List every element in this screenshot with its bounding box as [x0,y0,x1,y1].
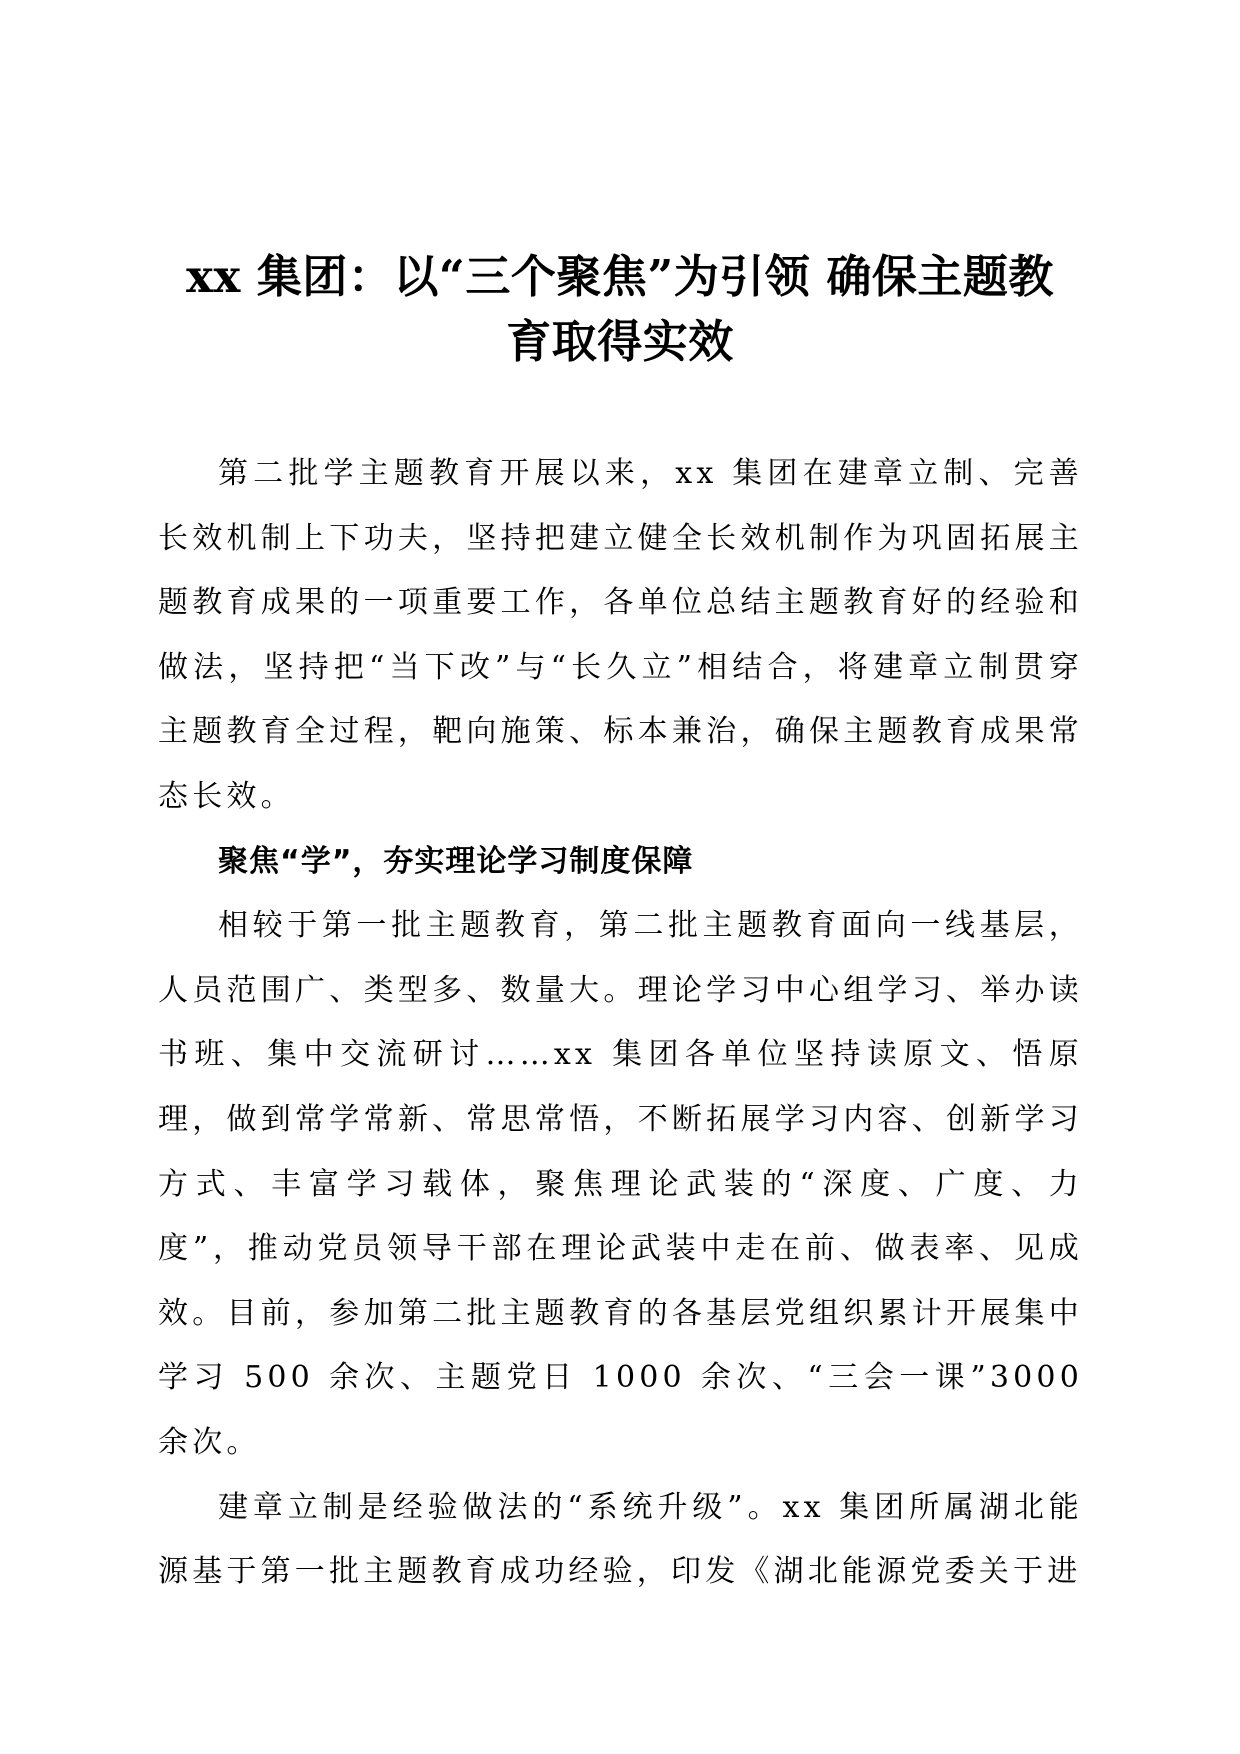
section-heading: 聚焦“学”，夯实理论学习制度保障 [218,843,694,879]
paragraph-study: 相较于第一批主题教育，第二批主题教育面向一线基层，人员范围广、类型多、数量大。理论学习中心组学习、举办读书班、集中交流研讨……xx 集团各单位坚持读原文、悟原理，做到常学常新、常思常悟，不断拓展学习内容、创新学习方式、丰富学习载体，聚焦理论武装的“深度、广度、力度”，推动党员领导干部在理论武装中走在前、做表率、见成效。目前，参加第二批主题教育的各基层党组织累计开展集中学习 500 余次、主题党日 1000 余次、“三会一课”3000 余次。 [158,908,1083,1460]
document-body [158,442,1083,1605]
document-title [140,244,1100,374]
paragraph-intro: 第二批学主题教育开展以来，xx 集团在建章立制、完善长效机制上下功夫，坚持把建立健全长效机制作为巩固拓展主题教育成果的一项重要工作，各单位总结主题教育好的经验和做法，坚持把“当下改”与“长久立”相结合，将建章立制贯穿主题教育全过程，靶向施策、标本兼治，确保主题教育成果常态长效。 [158,456,1083,814]
title-line-1: xx 集团：以“三个聚焦”为引领 确保主题教 [186,250,1054,303]
title-line-2: 育取得实效 [506,315,734,368]
paragraph-system: 建章立制是经验做法的“系统升级”。xx 集团所属湖北能源基于第一批主题教育成功经验，印发《湖北能源党委关于进 [158,1489,1083,1590]
